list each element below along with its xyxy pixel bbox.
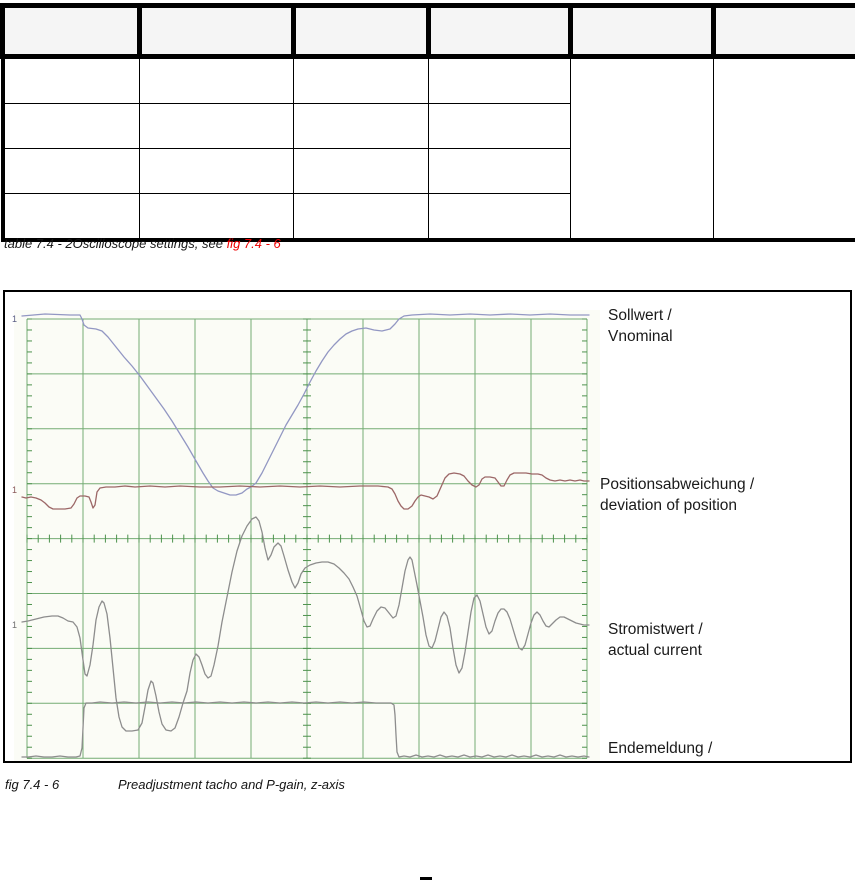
table-caption-ref: table 7.4 - 2 [4,236,73,251]
table-cell [429,149,571,194]
table-cell [294,57,429,104]
table-caption-text: Oscilloscope settings, see [72,236,227,251]
trace-label-line: Sollwert / [608,307,672,324]
figure-caption-ref: fig 7.4 - 6 [5,777,60,792]
trace-label-line: Positionsabweichung / [600,476,755,493]
table-cell [3,149,140,194]
footer-page-mark [420,877,432,880]
svg-text:1: 1 [12,485,18,495]
table-cell [429,57,571,104]
trace-label-line: actual current [608,642,702,659]
oscilloscope-settings-table [0,3,855,242]
trace-label-positionsabweichung [600,474,754,516]
trace-label-sollwert [608,305,673,347]
table-cell [294,194,429,241]
figure-caption-title: Preadjustment tacho and P-gain, z-axis [118,777,345,792]
table-cell [429,104,571,149]
table-header-cell [429,6,571,57]
table-cell [3,57,140,104]
table-row [3,57,855,104]
table-cell [140,194,294,241]
trace-label-stromistwert [608,619,703,661]
table-cell-merged [714,57,855,241]
table-cell [140,149,294,194]
trace-label-endemeldung [608,738,712,759]
figure-caption [5,777,345,792]
table-cell [3,104,140,149]
table-header-row [3,6,855,57]
table-cell [294,104,429,149]
table-cell [140,104,294,149]
table-header-cell [3,6,140,57]
figure-cross-reference-link[interactable]: fig 7.4 - 6 [226,236,281,251]
table-cell-merged [571,57,714,241]
table-header-cell [140,6,294,57]
oscilloscope-screenshot [5,292,850,761]
table-header-cell [714,6,855,57]
table-cell [140,57,294,104]
table-cell [294,149,429,194]
table-header-cell [571,6,714,57]
table-header-cell [294,6,429,57]
trace-label-line: Vnominal [608,328,673,345]
trace-label-line: Endemeldung / [608,740,713,757]
svg-text:1: 1 [12,620,18,630]
table-cell [3,194,140,241]
svg-text:1: 1 [12,314,18,324]
trace-label-line: deviation of position [600,497,738,514]
table-caption [4,236,281,251]
table-cell [429,194,571,241]
trace-label-line: Stromistwert / [608,621,703,638]
